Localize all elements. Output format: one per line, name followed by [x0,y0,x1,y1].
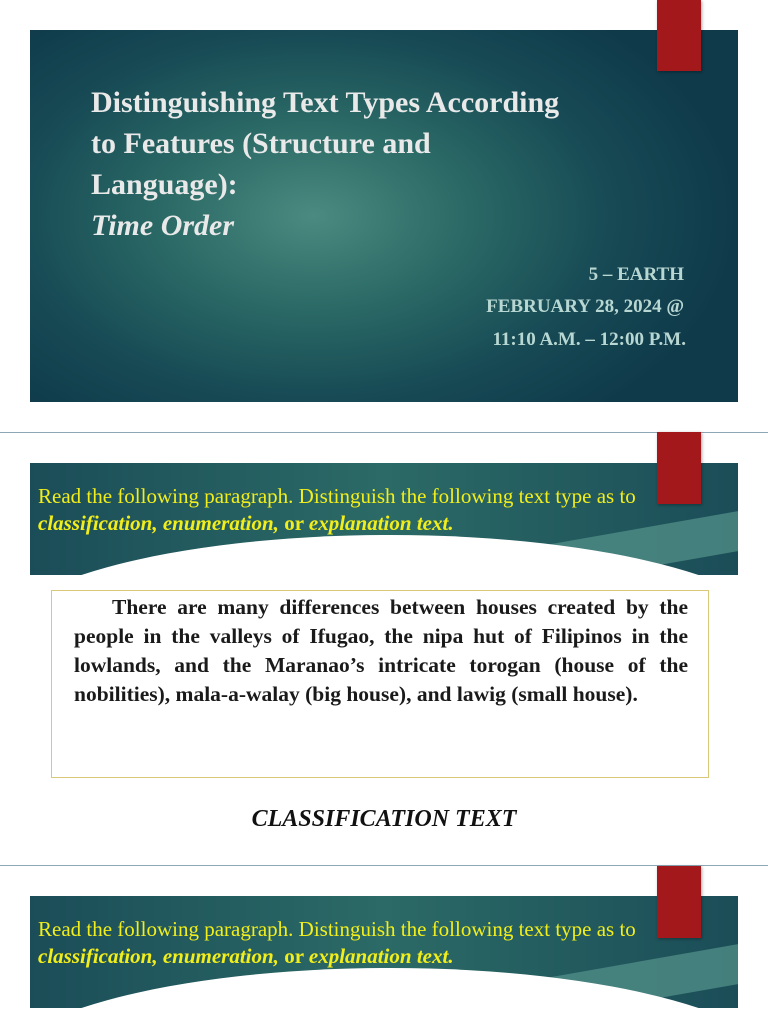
option-classification-enumeration: classification, enumeration, [38,944,279,968]
title-subtitle: Time Order [91,209,235,242]
instruction-prefix: Read the following paragraph. Distinguish the following text type as to [38,484,636,508]
red-tab-decoration [657,0,701,71]
slide-divider [0,432,768,433]
title-line-3: Language): [91,168,238,201]
paragraph-text: There are many differences between houses created by the people in the valleys of Ifugao, the nipa hut of Filipinos in the lowlands, and the Maranao’s intricate torogan (house of the nobilities), mala-a-walay (big house), and lawig (small house). [74,595,688,706]
slide-title [91,82,671,246]
title-slide [30,30,738,402]
red-tab-decoration [657,866,701,938]
instruction-banner [30,463,738,575]
instruction-prefix: Read the following paragraph. Distinguish the following text type as to [38,917,636,941]
title-line-1: Distinguishing Text Types According [91,86,560,119]
time-label: 11:10 A.M. – 12:00 P.M. [492,329,686,350]
red-tab-decoration [657,432,701,504]
slide-divider [0,865,768,866]
section-label: 5 – EARTH [588,264,684,285]
option-explanation: explanation text. [308,511,454,535]
instruction-banner [30,896,738,1008]
date-label: FEBRUARY 28, 2024 @ [486,296,684,317]
paragraph-box [51,590,709,778]
title-line-2: to Features (Structure and [91,127,431,160]
option-explanation: explanation text. [308,944,454,968]
option-or: or [278,511,309,535]
instruction-text [38,916,668,970]
answer-label: CLASSIFICATION TEXT [251,806,517,832]
option-or: or [278,944,309,968]
option-classification-enumeration: classification, enumeration, [38,511,279,535]
instruction-text [38,483,668,537]
